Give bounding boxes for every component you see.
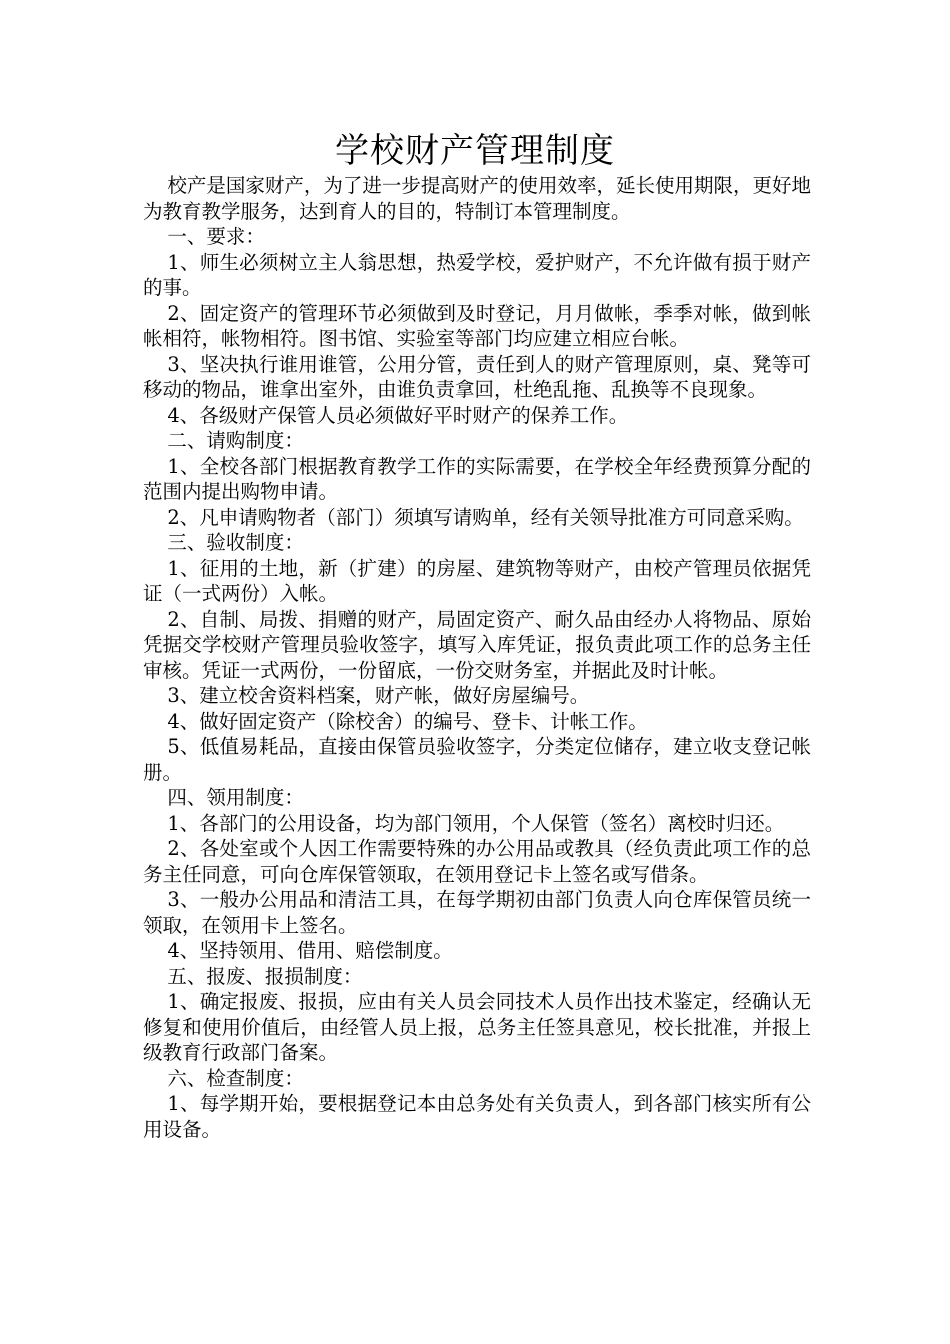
- section-heading-purchase: 二、请购制度：: [167, 429, 304, 452]
- paragraph: 3、建立校舍资料档案，财产帐，做好房屋编号。: [167, 684, 590, 707]
- section-heading-requirements: 一、要求：: [167, 225, 265, 248]
- paragraph: 2、各处室或个人因工作需要特殊的办公用品或教具（经负责此项工作的总务主任同意，可向仓库保管领取，在领用登记卡上签名或写借条。: [143, 837, 811, 886]
- paragraph: 3、坚决执行谁用谁管，公用分管，责任到人的财产管理原则，桌、凳等可移动的物品，谁拿出室外，由谁负责拿回，杜绝乱拖、乱换等不良现象。: [143, 352, 811, 401]
- paragraph: 4、各级财产保管人员必须做好平时财产的保养工作。: [167, 403, 629, 427]
- document-body: [143, 173, 811, 1142]
- paragraph: 1、每学期开始，要根据登记本由总务处有关负责人，到各部门核实所有公用设备。: [143, 1092, 811, 1141]
- paragraph: 2、固定资产的管理环节必须做到及时登记，月月做帐，季季对帐，做到帐帐相符，帐物相符。图书馆、实验室等部门均应建立相应台帐。: [143, 301, 811, 350]
- paragraph: 4、做好固定资产（除校舍）的编号、登卡、计帐工作。: [167, 709, 648, 733]
- paragraph: 1、确定报废、报损，应由有关人员会同技术人员作出技术鉴定，经确认无修复和使用价值后，由经管人员上报，总务主任签具意见，校长批准，并报上级教育行政部门备案。: [143, 990, 811, 1064]
- paragraph: 1、各部门的公用设备，均为部门领用，个人保管（签名）离校时归还。: [167, 811, 785, 835]
- paragraph: 5、低值易耗品，直接由保管员验收签字，分类定位储存，建立收支登记帐册。: [143, 735, 811, 784]
- paragraph: 1、征用的土地，新（扩建）的房屋、建筑物等财产，由校产管理员依据凭证（一式两份）入帐。: [143, 556, 811, 605]
- paragraph: 1、全校各部门根据教育教学工作的实际需要，在学校全年经费预算分配的范围内提出购物申请。: [143, 454, 811, 503]
- paragraph: 2、自制、局拨、捐赠的财产，局固定资产、耐久品由经办人将物品、原始凭据交学校财产管理员验收签字，填写入库凭证，报负责此项工作的总务主任审核。凭证一式两份，一份留底，一份交财务室，并据此及时计帐。: [143, 607, 811, 682]
- paragraph: 3、一般办公用品和清洁工具，在每学期初由部门负责人向仓库保管员统一领取，在领用卡上签名。: [143, 888, 811, 937]
- document-title: 学校财产管理制度: [335, 131, 615, 171]
- section-heading-acceptance: 三、验收制度：: [167, 531, 304, 554]
- paragraph: 1、师生必须树立主人翁思想，热爱学校，爱护财产，不允许做有损于财产的事。: [143, 250, 811, 299]
- section-heading-disposal: 五、报废、报损制度：: [167, 964, 363, 988]
- section-heading-inspection: 六、检查制度：: [167, 1066, 304, 1090]
- paragraph: 4、坚持领用、借用、赔偿制度。: [167, 939, 453, 962]
- paragraph: 2、凡申请购物者（部门）须填写请购单，经有关领导批准方可同意采购。: [167, 505, 804, 529]
- section-heading-requisition: 四、领用制度：: [167, 786, 304, 809]
- intro-paragraph: 校产是国家财产，为了进一步提高财产的使用效率，延长使用期限，更好地为教育教学服务，达到育人的目的，特制订本管理制度。: [143, 174, 811, 223]
